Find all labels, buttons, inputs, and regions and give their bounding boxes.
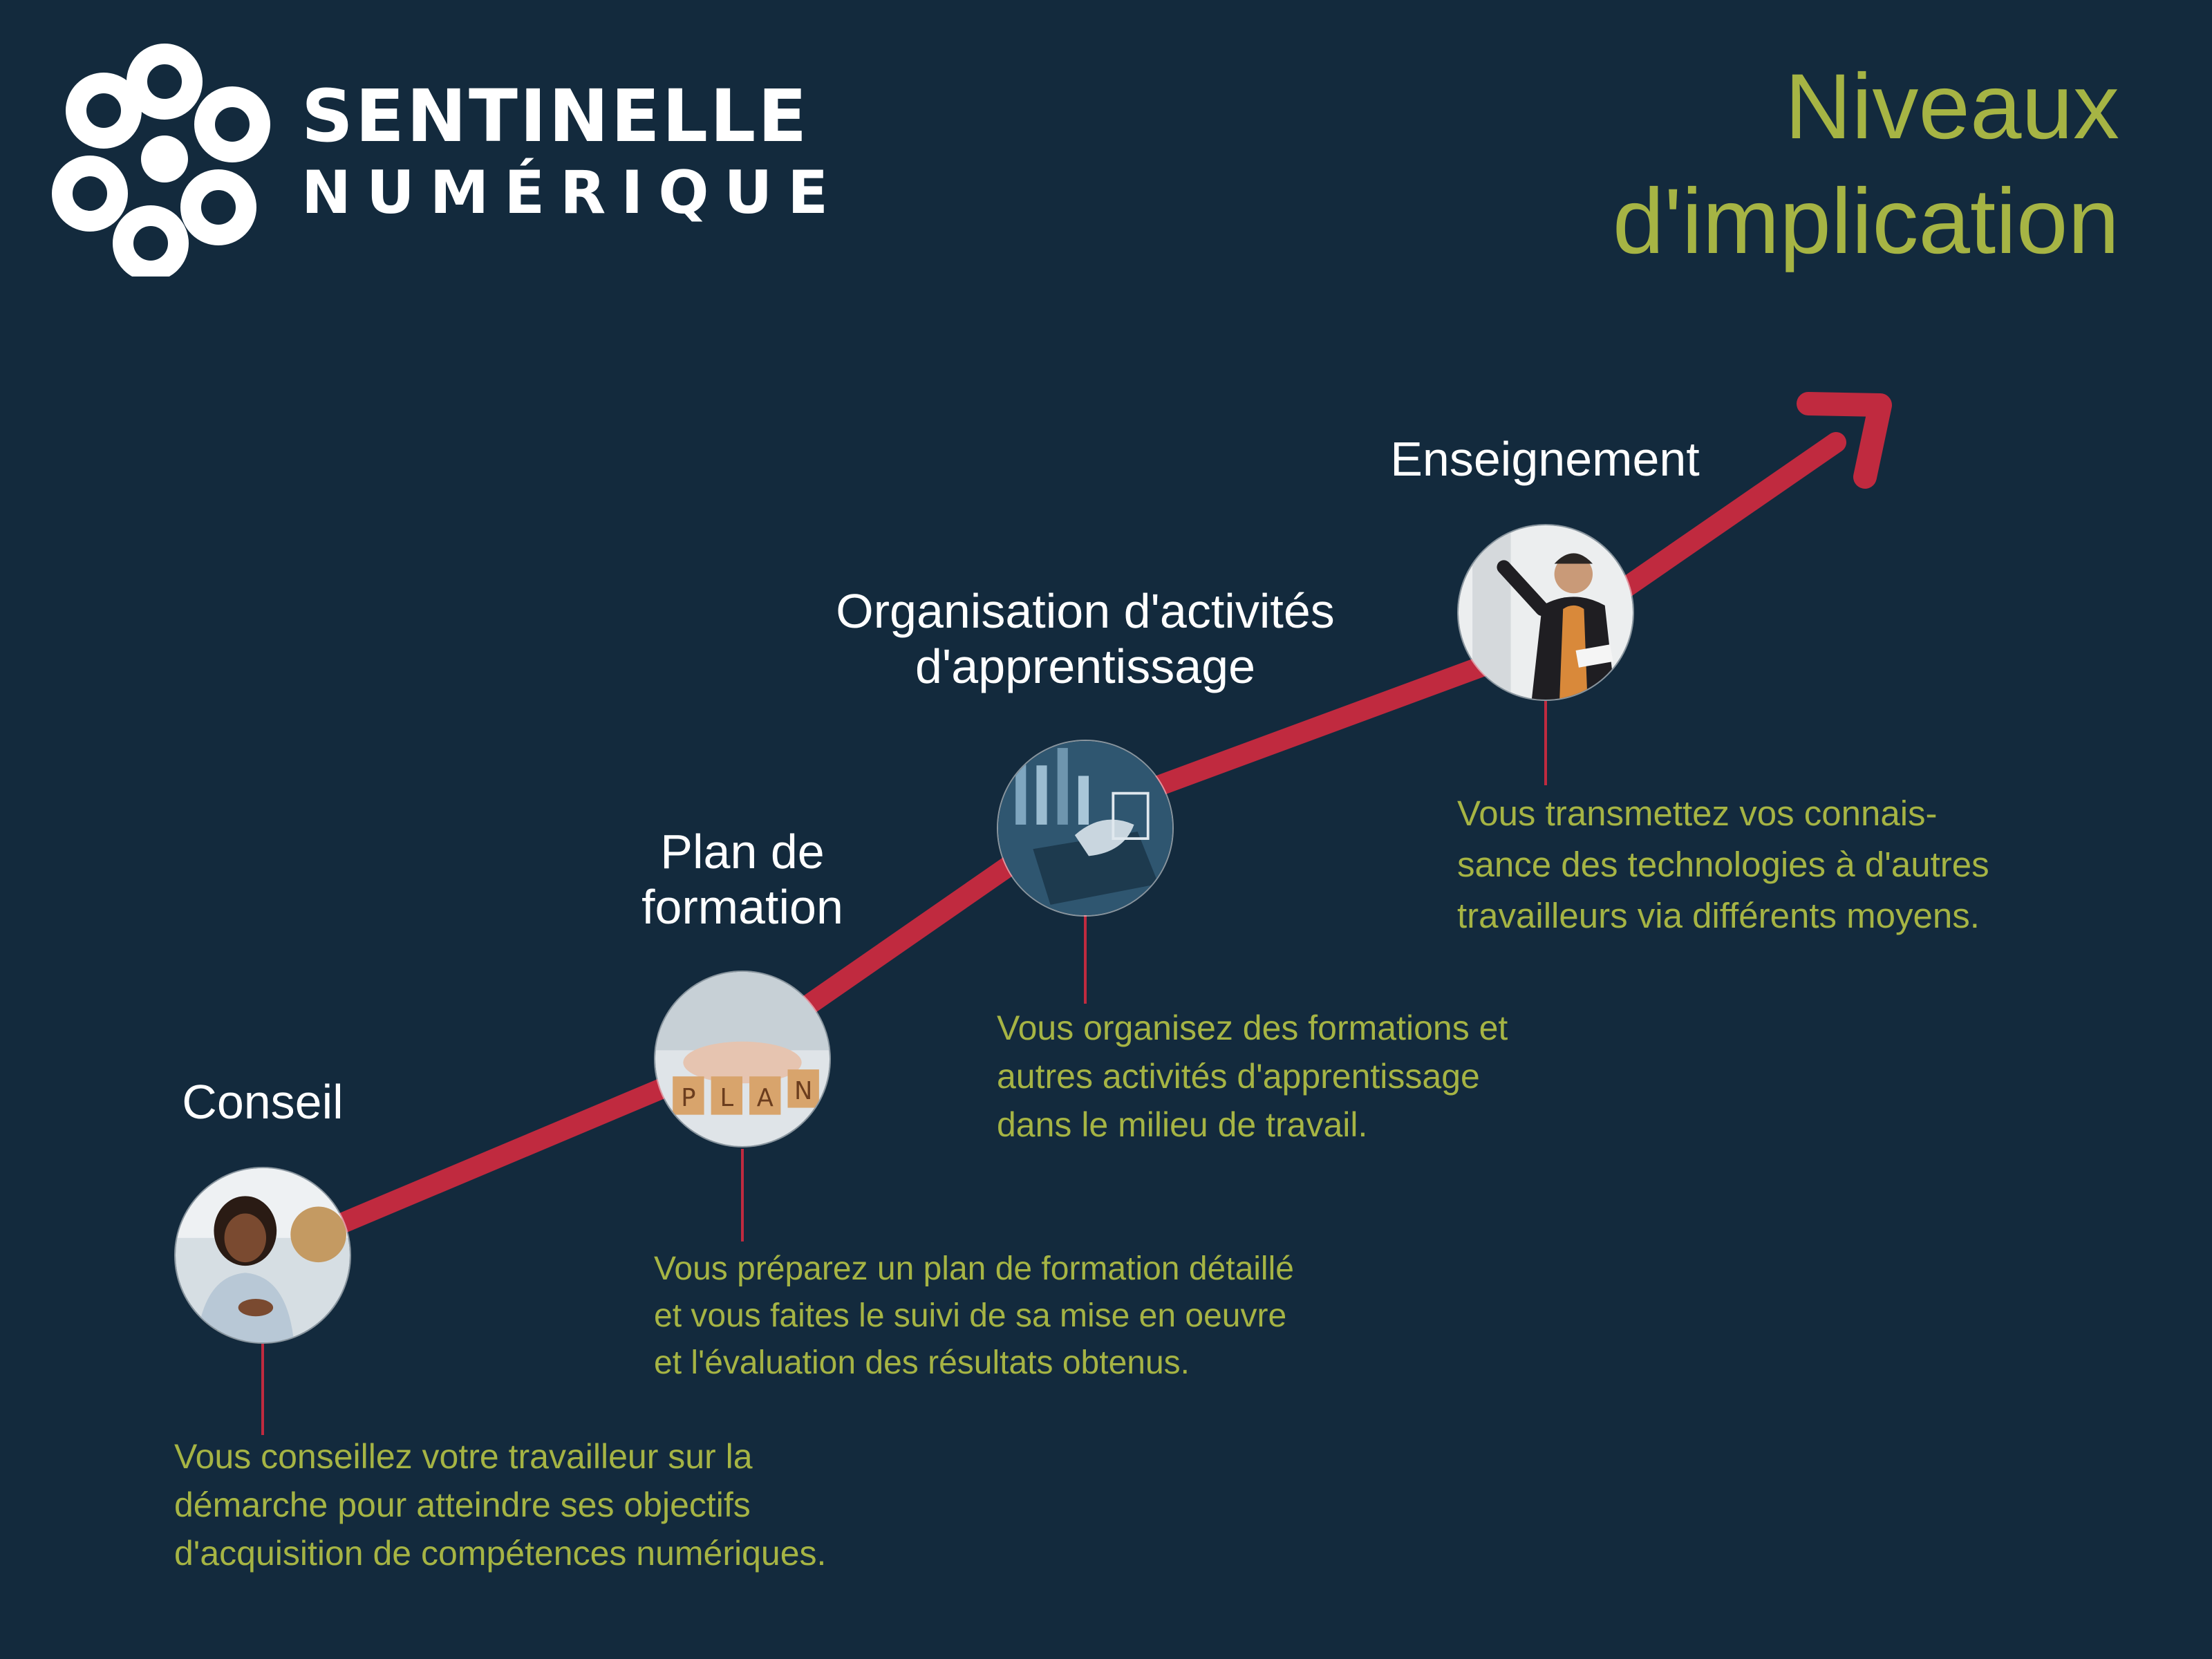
step-title-plan-de-formation: Plan de formation [641,825,843,934]
brand-name-line2: NUMÉRIQUE [301,158,844,227]
man-presenting-photo [1457,524,1634,701]
step-title-conseil: Conseil [182,1075,344,1129]
plan-wooden-blocks-photo [654,971,831,1147]
step-description-conseil: Vous conseillez votre travailleur sur la démarche pour atteindre ses objectifs d'acquisition de compétences numériques. [174,1437,827,1573]
svg-text:L: L [720,1084,734,1113]
page-title-line1: Niveaux [1784,55,2119,158]
svg-text:P: P [681,1084,696,1113]
step-description-organisation: Vous organisez des formations et autres activités d'apprentissage dans le milieu de travail. [997,1009,1508,1144]
step-title-enseignement: Enseignement [1390,432,1700,486]
step-description-enseignement: Vous transmettez vos connais- sance des technologies à d'autres travailleurs via différents moyens. [1457,794,1989,935]
step-title-organisation: Organisation d'activités d'apprentissage [836,584,1335,693]
svg-text:A: A [756,1084,774,1113]
woman-consulting-photo [174,1167,351,1344]
svg-text:N: N [794,1076,813,1105]
brand-name-line1: SENTINELLE [301,74,809,158]
page-title-line2: d'implication [1612,170,2119,273]
step-description-plan-de-formation: Vous préparez un plan de formation détaillé et vous faites le suivi de sa mise en oeuvre et l'évaluation des résultats obtenus. [654,1250,1294,1381]
laptop-typing-photo [997,740,1174,917]
